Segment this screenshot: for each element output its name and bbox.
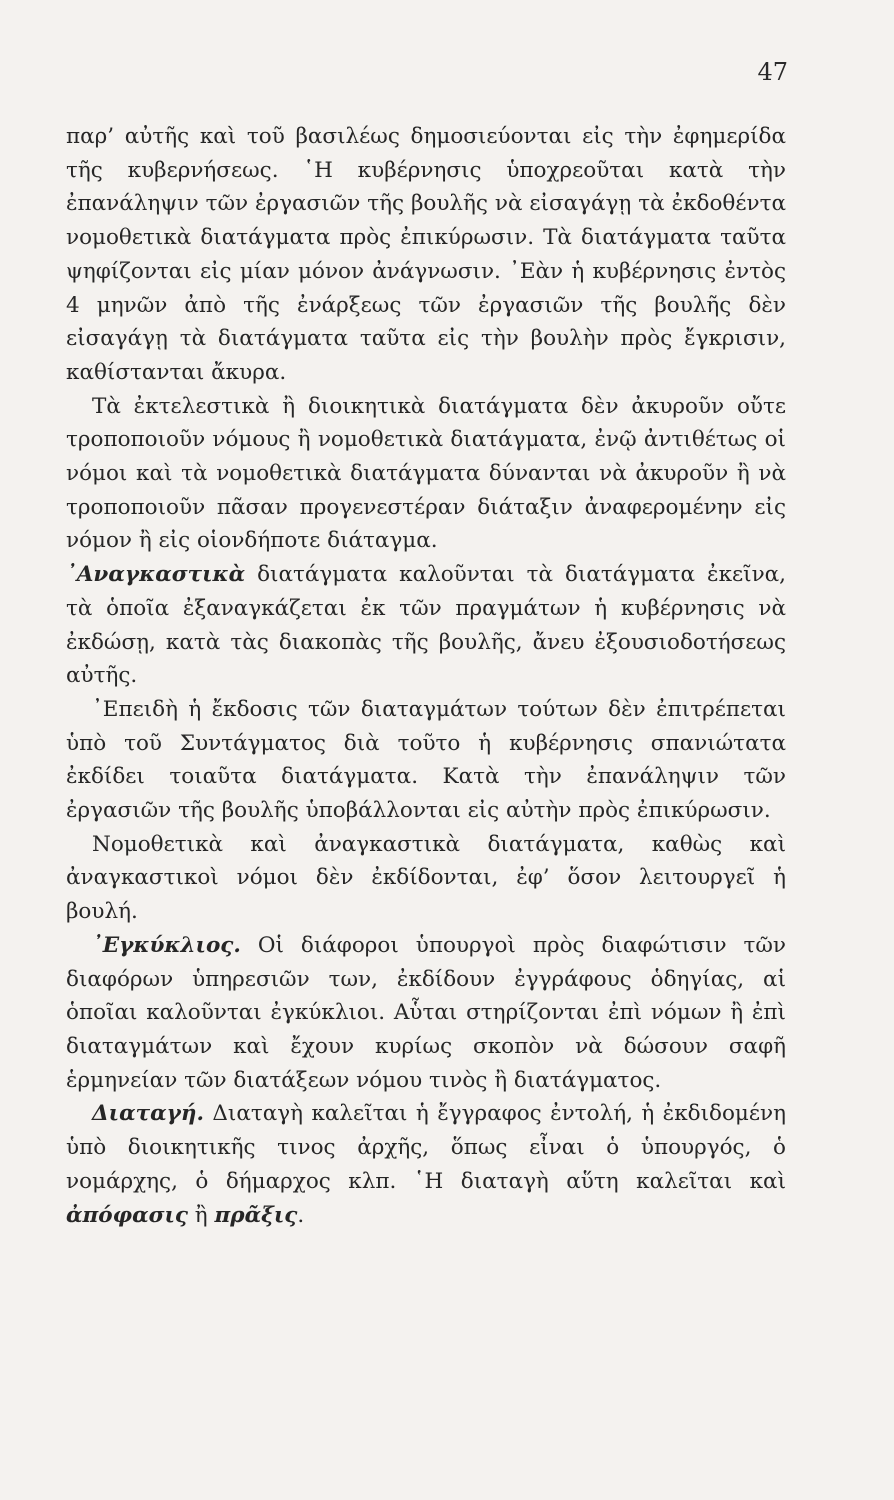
paragraph-7-end: . xyxy=(297,1202,305,1228)
paragraph-6 xyxy=(66,929,786,1098)
page-number: 47 xyxy=(757,58,788,86)
term-apofasis: ἀπόφασις xyxy=(66,1202,188,1228)
paragraph-3 xyxy=(66,558,786,693)
paragraph-7-text: Διαταγὴ καλεῖται ἡ ἔγγραφος ἐντολή, ἡ ἐκδιδομένη ὑπὸ διοικητικῆς τινος ἀρχῆς, ὅπως εἶναι ὁ ὑπουργός, ὁ νομάρχης, ὁ δήμαρχος κλπ. ῾Η διαταγὴ αὕτη καλεῖται καὶ xyxy=(66,1101,786,1194)
paragraph-2: Τὰ ἐκτελεστικὰ ἢ διοικητικὰ διατάγματα δὲν ἀκυροῦν οὔτε τροποποιοῦν νόμους ἢ νομοθετικὰ διατάγματα, ἐνῷ ἀντιθέτως οἱ νόμοι καὶ τὰ νομοθετικὰ διατάγματα δύνανται νὰ ἀκυροῦν ἢ νὰ τροποποιοῦν πᾶσαν προγενεστέραν διάταξιν ἀναφερομένην εἰς νόμον ἢ εἰς οἱονδήποτε διάταγμα. xyxy=(66,393,786,554)
term-egkyklios: ᾽Εγκύκλιος. xyxy=(92,932,241,958)
paragraph-7-or: ἢ xyxy=(187,1202,215,1228)
body-text xyxy=(66,120,786,1232)
paragraph-7 xyxy=(66,1097,786,1232)
paragraph-4: ᾽Επειδὴ ἡ ἔκδοσις τῶν διαταγμάτων τούτων δὲν ἐπιτρέπεται ὑπὸ τοῦ Συντάγματος διὰ τοῦτο ἡ κυβέρνησις σπανιώτατα ἐκδίδει τοιαῦτα διατάγματα. Κατὰ τὴν ἐπανάληψιν τῶν ἐργασιῶν τῆς βουλῆς ὑποβάλλονται εἰς αὐτὴν πρὸς ἐπικύρωσιν. xyxy=(66,696,786,824)
paragraph-6-text: Οἱ διάφοροι ὑπουργοὶ πρὸς διαφώτισιν τῶν διαφόρων ὑπηρεσιῶν των, ἐκδίδουν ἐγγράφους ὁδηγίας, αἱ ὁποῖαι καλοῦνται ἐγκύκλιοι. Αὗται στηρίζονται ἐπὶ νόμων ἢ ἐπὶ διαταγμάτων καὶ ἔχουν κυρίως σκοπὸν νὰ δώσουν σαφῆ ἑρμηνείαν τῶν διατάξεων νόμου τινὸς ἢ διατάγματος. xyxy=(66,932,786,1093)
paragraph-3-text: διατάγματα καλοῦνται τὰ διατάγματα ἐκεῖνα, τὰ ὁποῖα ἐξαναγκάζεται ἐκ τῶν πραγμάτων ἡ κυβέρνησις νὰ ἐκδώσῃ, κατὰ τὰς διακοπὰς τῆς βουλῆς, ἄνευ ἐξουσιοδοτήσεως αὐτῆς. xyxy=(66,562,786,689)
paragraph-1: παρ’ αὐτῆς καὶ τοῦ βασιλέως δημοσιεύονται εἰς τὴν ἐφημερίδα τῆς κυβερνήσεως. ῾Η κυβέρνησις ὑποχρεοῦται κατὰ τὴν ἐπανάληψιν τῶν ἐργασιῶν τῆς βουλῆς νὰ εἰσαγάγῃ τὰ ἐκδοθέντα νομοθετικὰ διατάγματα πρὸς ἐπικύρωσιν. Τὰ διατάγματα ταῦτα ψηφίζονται εἰς μίαν μόνον ἀνάγνωσιν. ᾽Εὰν ἡ κυβέρνησις ἐντὸς 4 μηνῶν ἀπὸ τῆς ἐνάρξεως τῶν ἐργασιῶν τῆς βουλῆς δὲν εἰσαγάγῃ τὰ διατάγματα ταῦτα εἰς τὴν βουλὴν πρὸς ἔγκρισιν, καθίστανται ἄκυρα. xyxy=(66,124,786,385)
term-anagkastika: ᾽Αναγκαστικὰ xyxy=(66,562,246,588)
term-praxis: πρᾶξις xyxy=(214,1202,298,1228)
term-diatagi: Διαταγή. xyxy=(92,1101,204,1127)
paragraph-5: Νομοθετικὰ καὶ ἀναγκαστικὰ διατάγματα, καθὼς καὶ ἀναγκαστικοὶ νόμοι δὲν ἐκδίδονται, ἐφ’ ὅσον λειτουργεῖ ἡ βουλή. xyxy=(66,831,786,925)
